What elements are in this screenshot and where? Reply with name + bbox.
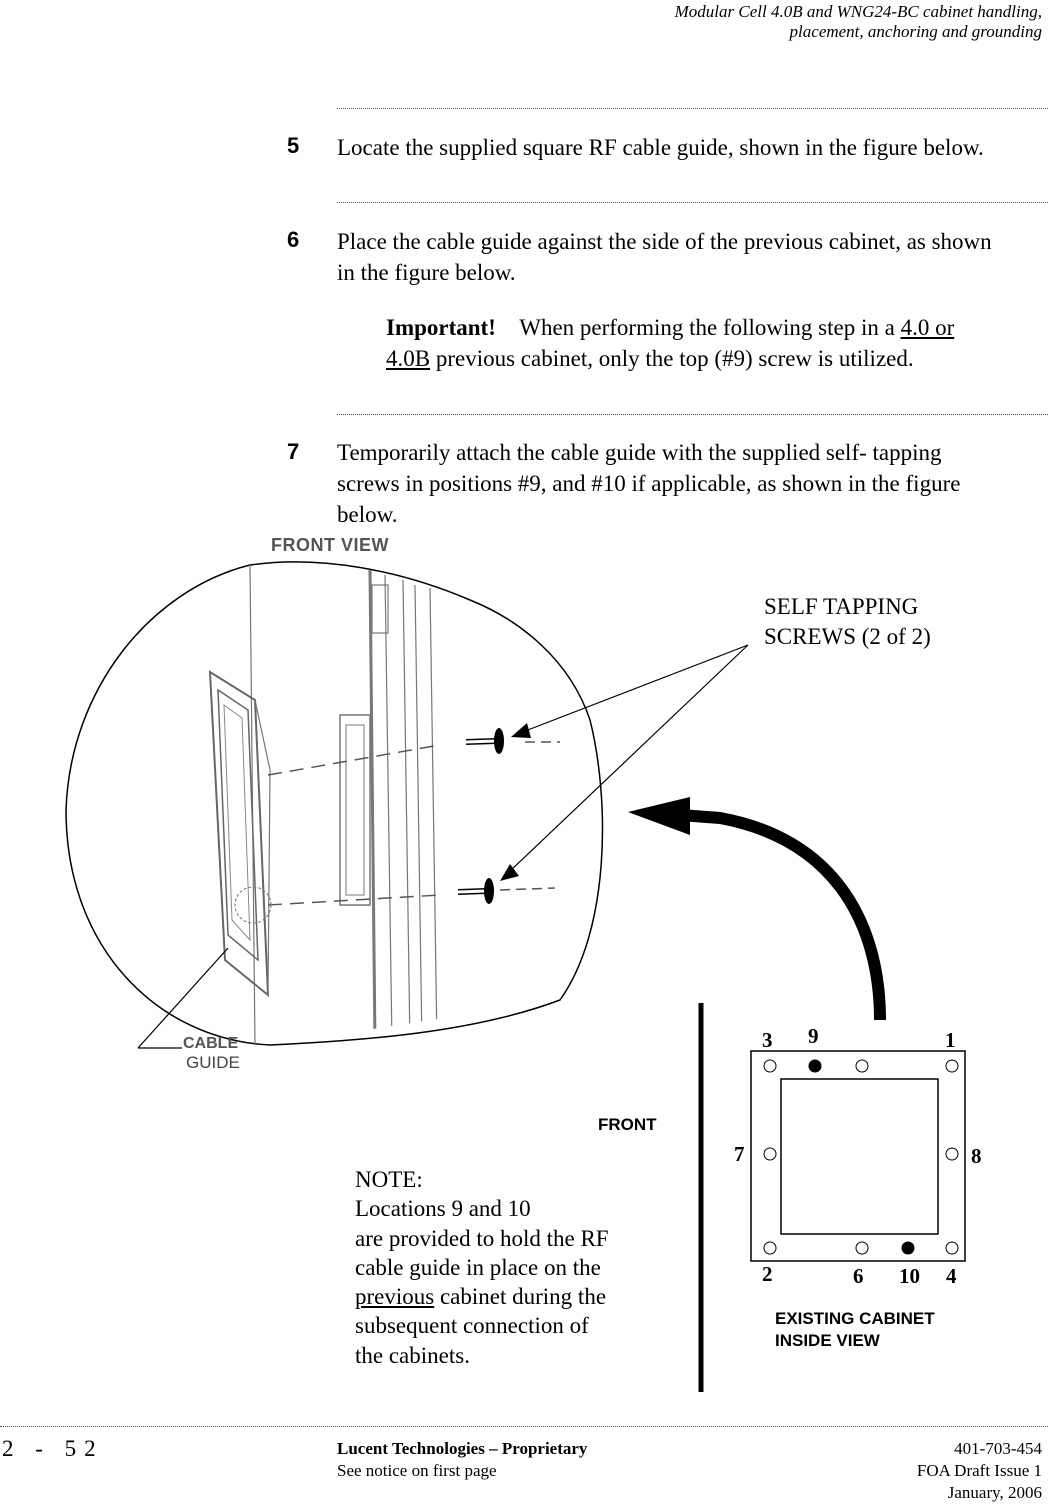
important-label: Important! bbox=[386, 315, 496, 340]
note-line-5: subsequent connection of bbox=[355, 1313, 589, 1339]
position-3: 3 bbox=[762, 1028, 773, 1052]
cable-label: CABLE bbox=[183, 1035, 239, 1052]
note-title: NOTE: bbox=[355, 1167, 423, 1192]
callout-line-1: SELF TAPPING bbox=[764, 594, 919, 619]
figure-note bbox=[355, 1165, 609, 1370]
position-2: 2 bbox=[762, 1262, 773, 1286]
important-text-a: When performing the following step in a bbox=[519, 315, 895, 340]
header-line-2: placement, anchoring and grounding bbox=[789, 22, 1042, 41]
footer-company: Lucent Technologies – Proprietary bbox=[337, 1439, 588, 1458]
step-6-line-1: Place the cable guide against the side of the previous cabinet, as shown bbox=[337, 229, 992, 254]
position-7: 7 bbox=[734, 1142, 745, 1166]
footer-right bbox=[917, 1438, 1042, 1504]
guide-label: GUIDE bbox=[186, 1053, 240, 1072]
position-6: 6 bbox=[853, 1264, 864, 1288]
front-view-label: FRONT VIEW bbox=[271, 535, 389, 555]
position-9: 9 bbox=[808, 1024, 819, 1048]
note-line-4: cabinet during the bbox=[439, 1284, 607, 1310]
front-label: FRONT bbox=[598, 1115, 657, 1134]
footer-doc-number: 401-703-454 bbox=[954, 1439, 1042, 1458]
step-number-5: 5 bbox=[287, 133, 300, 158]
existing-cabinet-label bbox=[775, 1308, 935, 1352]
self-tapping-screw-lower bbox=[458, 878, 494, 904]
step-number-6: 6 bbox=[287, 227, 300, 252]
step-6-line-2: in the figure below. bbox=[337, 260, 516, 285]
existing-cabinet-line-2: INSIDE VIEW bbox=[775, 1331, 880, 1350]
note-line-2: are provided to hold the RF bbox=[355, 1225, 609, 1251]
footer-date: January, 2006 bbox=[947, 1483, 1042, 1502]
step-7-line-2: screws in positions #9, and #10 if applicable, as shown in the figure bbox=[337, 471, 961, 496]
note-line-6: the cabinets. bbox=[355, 1342, 470, 1368]
existing-cabinet-line-1: EXISTING CABINET bbox=[775, 1309, 935, 1328]
footer-notice: See notice on first page bbox=[337, 1461, 497, 1480]
footer-divider bbox=[0, 1426, 1048, 1427]
important-link-40b[interactable]: 4.0B bbox=[386, 346, 431, 371]
position-1: 1 bbox=[945, 1028, 956, 1052]
page-number: 2 - 52 bbox=[2, 1436, 104, 1461]
note-line-1: Locations 9 and 10 bbox=[355, 1196, 531, 1222]
note-line-3: cable guide in place on the bbox=[355, 1254, 601, 1280]
position-8: 8 bbox=[971, 1144, 982, 1168]
step-7-line-3: below. bbox=[337, 502, 398, 527]
position-4: 4 bbox=[946, 1264, 957, 1288]
curved-arrow bbox=[680, 815, 880, 1020]
position-10: 10 bbox=[899, 1264, 920, 1288]
callout-line-2: SCREWS (2 of 2) bbox=[764, 624, 931, 649]
existing-cabinet-diagram bbox=[751, 1051, 965, 1261]
important-text-b: previous cabinet, only the top (#9) screw is utilized. bbox=[435, 346, 914, 371]
self-tapping-screws-callout bbox=[764, 592, 931, 652]
step-7-line-1: Temporarily attach the cable guide with the supplied self- tapping bbox=[337, 440, 942, 465]
step-5-text: Locate the supplied square RF cable guide, shown in the figure below. bbox=[337, 135, 984, 160]
footer-center bbox=[337, 1438, 587, 1482]
note-previous: previous bbox=[355, 1284, 435, 1310]
self-tapping-screw-upper bbox=[466, 728, 504, 754]
important-link-40[interactable]: 4.0 or bbox=[900, 315, 955, 340]
magnified-view-outline bbox=[66, 562, 602, 1045]
footer-issue: FOA Draft Issue 1 bbox=[916, 1461, 1042, 1480]
header-line-1: Modular Cell 4.0B and WNG24-BC cabinet handling, bbox=[674, 2, 1042, 21]
step-number-7: 7 bbox=[287, 439, 300, 464]
